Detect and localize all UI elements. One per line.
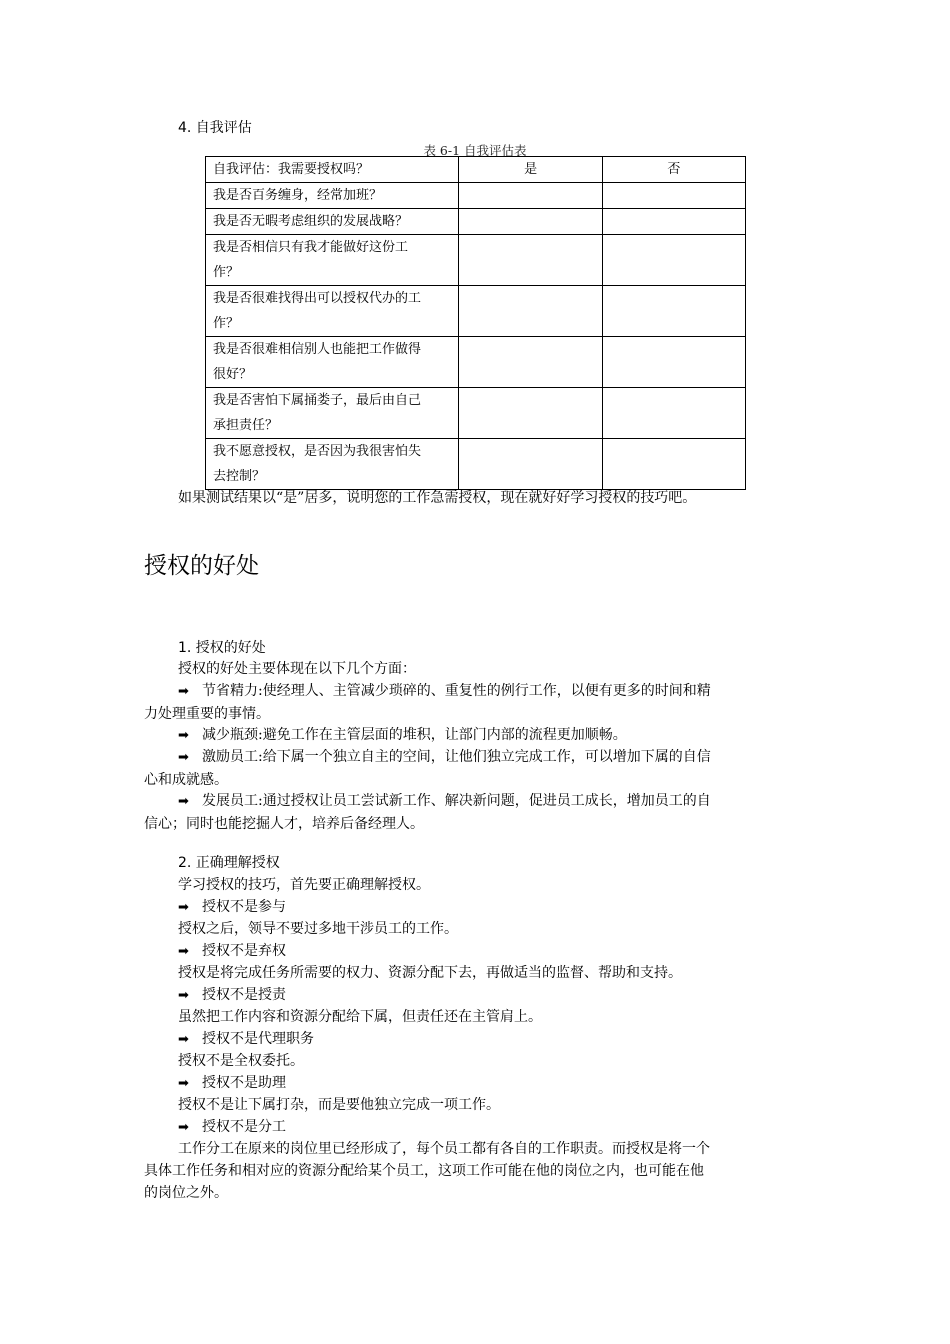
list-item [144,746,816,791]
question-line: 作？ [213,265,240,280]
question-line: 作？ [213,316,240,331]
list-item-desc: 虽然把工作内容和资源分配给下属，但责任还在主管肩上。 [178,1009,542,1025]
list-item-text: 减少瓶颈:避免工作在主管层面的堆积，让部门内部的流程更加顺畅。 [202,727,627,743]
arrow-right-icon: ➡ [178,1120,189,1135]
conclusion-text: 如果测试结果以“是”居多，说明您的工作急需授权，现在就好好学习授权的技巧吧。 [178,490,697,506]
list-item-desc: 授权之后，领导不要过多地干涉员工的工作。 [178,921,458,937]
list-item-text: 节省精力:使经理人、主管减少琐碎的、重复性的例行工作，以便有更多的时间和精 [202,683,711,699]
question-line: 去控制？ [213,469,266,484]
yes-cell [459,439,602,490]
header-no: 否 [602,157,745,183]
arrow-right-icon: ➡ [178,988,189,1003]
no-cell [602,235,745,286]
table-row [206,286,746,337]
question-line: 我是否害怕下属捅娄子，最后由自己 [213,393,422,408]
question-cell [206,235,459,286]
question-line: 承担责任？ [213,418,279,433]
list-item-desc: 授权不是让下属打杂，而是要他独立完成一项工作。 [178,1097,500,1113]
question-cell [206,439,459,490]
list-item-text: 发展员工:通过授权让员工尝试新工作、解决新问题，促进员工成长，增加员工的自 [202,793,711,809]
list-item [178,984,286,1007]
yes-cell [459,388,602,439]
list-item [144,680,816,725]
section1-title: 1. 授权的好处 [178,640,266,656]
list-item-label: 授权不是助理 [202,1075,286,1091]
yes-cell [459,286,602,337]
page-heading: 授权的好处 [144,553,259,579]
question-cell [206,337,459,388]
list-item [178,896,286,919]
self-evaluation-table [205,156,746,490]
table-row [206,235,746,286]
question-cell [206,286,459,337]
question-line: 我是否相信只有我才能做好这份工 [213,240,409,255]
list-item-desc: 授权不是全权委托。 [178,1053,304,1069]
no-cell [602,286,745,337]
table-header-row [206,157,746,183]
list-item [178,940,286,963]
paragraph-line: 具体工作任务和相对应的资源分配给某个员工，这项工作可能在他的岗位之内，也可能在他 [144,1163,704,1179]
list-item [178,1072,286,1095]
closing-paragraph [144,1138,816,1204]
section2-intro: 学习授权的技巧，首先要正确理解授权。 [178,877,430,893]
header-yes: 是 [459,157,602,183]
yes-cell [459,337,602,388]
list-item [144,790,816,835]
table-row [206,209,746,235]
table-row [206,183,746,209]
question-line: 我不愿意授权，是否因为我很害怕失 [213,444,422,459]
arrow-right-icon: ➡ [178,750,189,765]
list-item-label: 授权不是授责 [202,987,286,1003]
yes-cell [459,235,602,286]
no-cell [602,439,745,490]
question-line: 我是否很难相信别人也能把工作做得 [213,342,422,357]
no-cell [602,388,745,439]
section1-intro: 授权的好处主要体现在以下几个方面： [178,661,416,677]
table-row [206,439,746,490]
section2-title: 2. 正确理解授权 [178,855,280,871]
section4-title: 4. 自我评估 [178,120,252,136]
list-item [178,1028,314,1051]
arrow-right-icon: ➡ [178,1076,189,1091]
no-cell [602,183,745,209]
table-row [206,388,746,439]
list-item-label: 授权不是分工 [202,1119,286,1135]
paragraph-line: 的岗位之外。 [144,1185,228,1201]
list-item [144,724,816,747]
question-line: 我是否很难找得出可以授权代办的工 [213,291,422,306]
arrow-right-icon: ➡ [178,728,189,743]
list-item-text: 心和成就感。 [144,772,228,788]
question-line: 很好？ [213,367,253,382]
arrow-right-icon: ➡ [178,794,189,809]
list-item [178,1116,286,1139]
question-cell: 我是否百务缠身，经常加班？ [206,183,459,209]
arrow-right-icon: ➡ [178,944,189,959]
list-item-label: 授权不是代理职务 [202,1031,314,1047]
list-item-text: 信心；同时也能挖掘人才，培养后备经理人。 [144,816,424,832]
arrow-right-icon: ➡ [178,684,189,699]
list-item-text: 力处理重要的事情。 [144,706,270,722]
list-item-desc: 授权是将完成任务所需要的权力、资源分配下去，再做适当的监督、帮助和支持。 [178,965,682,981]
list-item-text: 激励员工:给下属一个独立自主的空间，让他们独立完成工作，可以增加下属的自信 [202,749,711,765]
arrow-right-icon: ➡ [178,900,189,915]
table-caption: 表 6-1 自我评估表 [423,143,527,158]
no-cell [602,209,745,235]
list-item-label: 授权不是参与 [202,899,286,915]
question-cell [206,388,459,439]
yes-cell [459,183,602,209]
header-question: 自我评估：我需要授权吗？ [206,157,459,183]
no-cell [602,337,745,388]
question-cell: 我是否无暇考虑组织的发展战略？ [206,209,459,235]
yes-cell [459,209,602,235]
paragraph-line: 工作分工在原来的岗位里已经形成了，每个员工都有各自的工作职责。而授权是将一个 [178,1141,710,1157]
table-row [206,337,746,388]
arrow-right-icon: ➡ [178,1032,189,1047]
list-item-label: 授权不是弃权 [202,943,286,959]
